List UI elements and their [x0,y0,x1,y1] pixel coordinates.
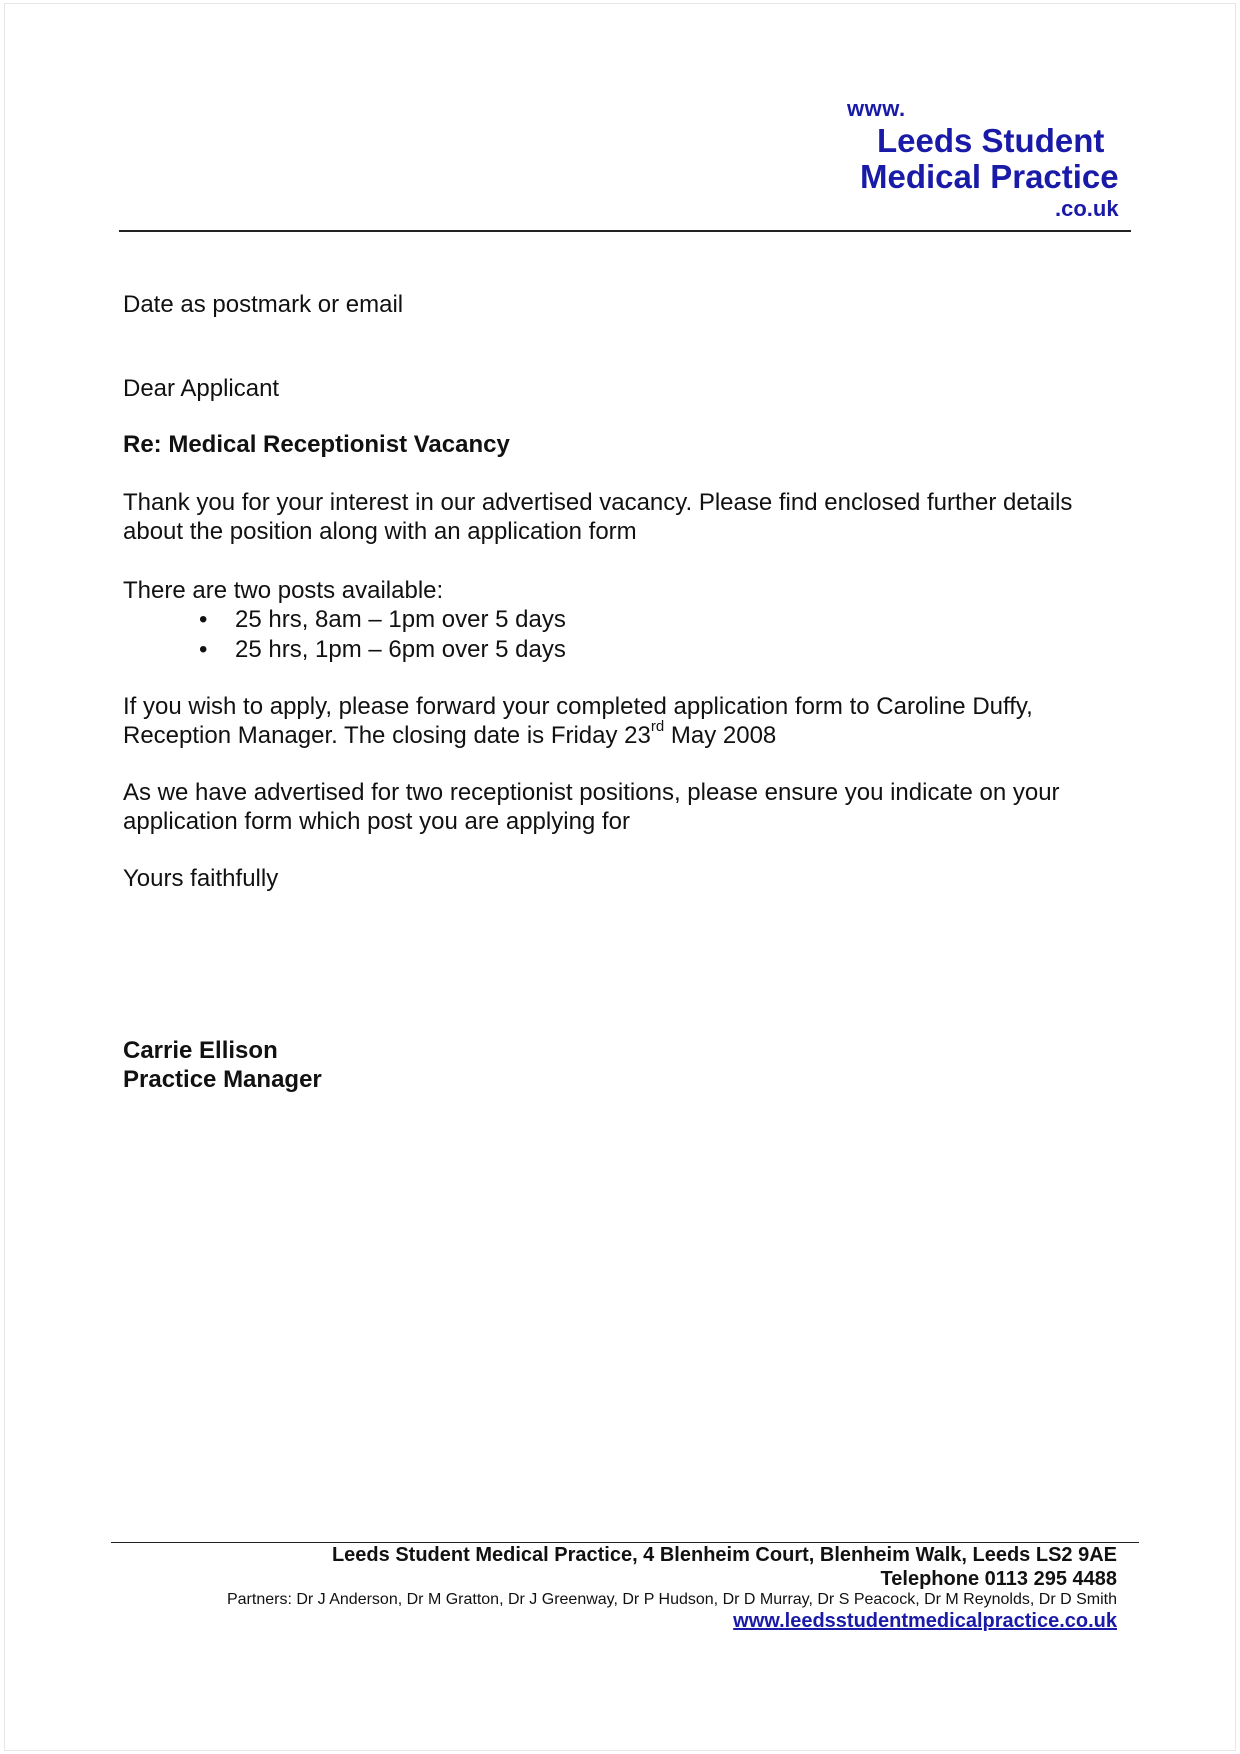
website-link[interactable]: www.leedsstudentmedicalpractice.co.uk [733,1610,1117,1632]
closing: Yours faithfully [123,865,279,892]
signatory-name: Carrie Ellison [123,1037,278,1064]
closing-date-month: May 2008 [664,722,777,749]
footer-telephone: Telephone 0113 295 4488 [880,1568,1117,1590]
closing-date-text: Reception Manager. The closing date is Friday 23 [123,722,651,749]
subject-line: Re: Medical Receptionist Vacancy [123,431,510,458]
posts-list [123,605,566,665]
logo-prefix: www. [847,96,906,121]
practice-logo [825,96,1135,226]
ordinal-suffix: rd [650,718,665,735]
paragraph-intro [123,488,1072,546]
paragraph-positions [123,778,1060,836]
signatory-title: Practice Manager [123,1066,322,1093]
paragraph-positions-line-1: As we have advertised for two receptionist positions, please ensure you indicate on your [123,779,1060,806]
salutation: Dear Applicant [123,375,280,402]
list-item [123,635,566,665]
footer-partners: Partners: Dr J Anderson, Dr M Gratton, Dr J Greenway, Dr P Hudson, Dr D Murray, Dr S Peacock, Dr M Reynolds, Dr D Smith [226,1591,1117,1608]
paragraph-apply-line-1: If you wish to apply, please forward your completed application form to Caroline Duffy, [123,693,1033,720]
paragraph-positions-line-2: application form which post you are applying for [123,808,630,835]
logo-line-2: Medical Practice [860,158,1119,195]
posts-intro: There are two posts available: [123,577,444,604]
header-divider [119,230,1131,232]
paragraph-intro-line-2: about the position along with an application form [123,518,637,545]
logo-line-1: Leeds Student [877,122,1105,159]
post-text: 25 hrs, 8am – 1pm over 5 days [235,606,566,633]
paragraph-apply-line-2 [123,718,1033,750]
paragraph-intro-line-1: Thank you for your interest in our advertised vacancy. Please find enclosed further details [123,489,1073,516]
footer-divider [111,1542,1139,1543]
paragraph-apply [123,692,1033,750]
list-item [123,605,566,635]
date-line: Date as postmark or email [123,291,404,318]
logo-suffix: .co.uk [1055,196,1119,221]
post-text: 25 hrs, 1pm – 6pm over 5 days [235,636,566,663]
letter-page [4,3,1236,1751]
bullet-icon: • [199,636,208,663]
bullet-icon: • [199,606,208,633]
footer-address: Leeds Student Medical Practice, 4 Blenheim Court, Blenheim Walk, Leeds LS2 9AE [331,1544,1117,1566]
